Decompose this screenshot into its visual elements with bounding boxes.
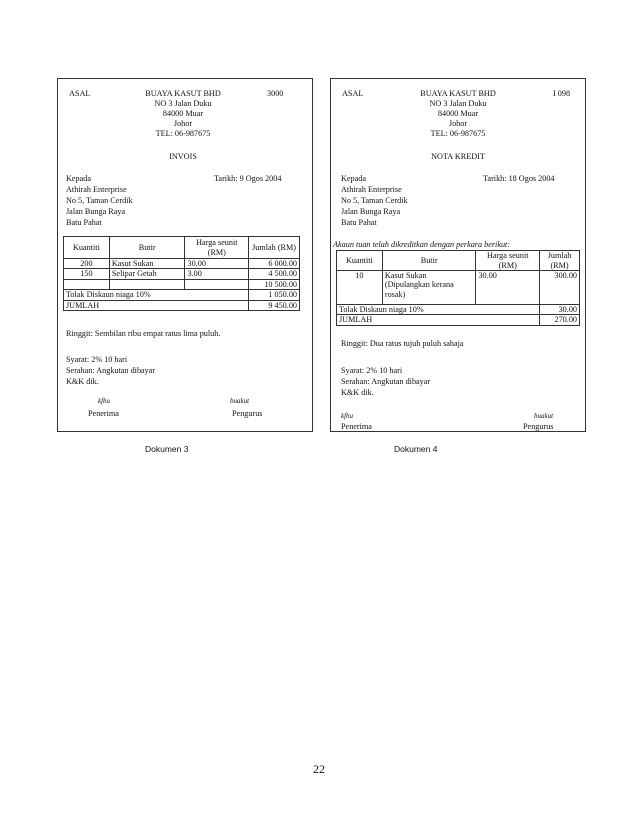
terms: Syarat: 2% 10 hari [341, 366, 403, 375]
recipient-line: Athirah Enterprise [341, 185, 402, 194]
items-table [63, 236, 300, 311]
signature-manager: buakut [230, 397, 250, 405]
credit-note-document [330, 78, 586, 432]
penerima-label: Penerima [88, 409, 119, 418]
asal-label: ASAL [342, 89, 364, 98]
column-header: Jumlah (RM) [540, 251, 580, 271]
address-line: 84000 Muar [162, 109, 204, 118]
jumlah-value: 270.00 [540, 315, 580, 325]
recipient-line: Batu Pahat [66, 218, 102, 227]
address-line: Johor [448, 119, 468, 128]
signature-manager: buakut [534, 412, 554, 420]
telephone: TEL: 06-987675 [430, 129, 486, 138]
discount-value: 30.00 [540, 305, 580, 315]
price-cell: 30.00 [476, 271, 540, 305]
jumlah-value: 9 450.00 [249, 300, 300, 310]
errors-omissions: K&K dik. [341, 388, 374, 397]
company-name: BUAYA KASUT BHD [145, 89, 221, 98]
qty-cell: 200 [64, 259, 110, 269]
credit-note-statement: Akaun tuan telah dikreditkan dengan perkara berikut: [333, 240, 511, 249]
amount-in-words: Ringgit: Sembilan ribu empat ratus lima puluh. [66, 329, 221, 338]
delivery-terms: Serahan: Angkutan dibayar [66, 366, 156, 375]
recipient-line: Batu Pahat [341, 218, 377, 227]
address-line: 84000 Muar [437, 109, 479, 118]
qty-cell: 10 [337, 271, 383, 305]
table-row [337, 271, 580, 305]
signature-receiver: kfhu [341, 412, 354, 420]
address-line: NO 3 Jalan Duku [429, 99, 487, 108]
pengurus-label: Pengurus [523, 422, 554, 431]
document-caption: Dokumen 4 [394, 444, 438, 454]
price-cell: 3.00 [185, 269, 249, 279]
recipient-line: No 5, Taman Cerdik [66, 196, 133, 205]
column-header: Butir [382, 251, 476, 271]
column-header: Harga seunit (RM) [185, 237, 249, 259]
penerima-label: Penerima [341, 422, 372, 431]
price-cell: 30.00 [185, 259, 249, 269]
telephone: TEL: 06-987675 [155, 129, 211, 138]
terms: Syarat: 2% 10 hari [66, 355, 128, 364]
discount-row [64, 290, 300, 300]
document-number: I 098 [553, 89, 571, 98]
column-header: Harga seunit (RM) [476, 251, 540, 271]
signature-receiver: kfhu [98, 397, 111, 405]
address-line: NO 3 Jalan Duku [154, 99, 212, 108]
jumlah-label: JUMLAH [337, 315, 540, 325]
subtotal-row [64, 279, 300, 289]
document-number: 3000 [267, 89, 284, 98]
kepada-label: Kepada [341, 174, 367, 183]
recipient-line: Jalan Bunga Raya [341, 207, 401, 216]
total-cell: 4 500.00 [249, 269, 300, 279]
qty-cell: 150 [64, 269, 110, 279]
item-cell: Kasut Sukan (Dipulangkan kerana rosak) [382, 271, 476, 305]
total-cell: 6 000.00 [249, 259, 300, 269]
column-header: Jumlah (RM) [249, 237, 300, 259]
date: Tarikh: 18 Ogos 2004 [483, 174, 555, 183]
discount-label: Tolak Diskaun niaga 10% [337, 305, 540, 315]
jumlah-row [337, 315, 580, 325]
pengurus-label: Pengurus [232, 409, 263, 418]
discount-value: 1 050.00 [249, 290, 300, 300]
table-row [64, 259, 300, 269]
asal-label: ASAL [69, 89, 91, 98]
invoice-document [57, 78, 313, 432]
subtotal-value: 10 500.00 [249, 279, 300, 289]
document-title: NOTA KREDIT [431, 152, 485, 161]
recipient-line: No 5, Taman Cerdik [341, 196, 408, 205]
delivery-terms: Serahan: Angkutan dibayar [341, 377, 431, 386]
jumlah-row [64, 300, 300, 310]
item-cell: Kasut Sukan [109, 259, 185, 269]
jumlah-label: JUMLAH [64, 300, 249, 310]
page-number: 22 [313, 762, 325, 776]
discount-label: Tolak Diskaun niaga 10% [64, 290, 249, 300]
recipient-line: Jalan Bunga Raya [66, 207, 126, 216]
kepada-label: Kepada [66, 174, 92, 183]
column-header: Kuantiti [337, 251, 383, 271]
recipient-line: Athirah Enterprise [66, 185, 127, 194]
column-header: Kuantiti [64, 237, 110, 259]
errors-omissions: K&K dik. [66, 377, 99, 386]
amount-in-words: Ringgit: Dua ratus tujuh puluh sahaja [341, 339, 464, 348]
address-line: Johor [173, 119, 193, 128]
table-row [64, 269, 300, 279]
items-table [336, 250, 580, 326]
document-title: INVOIS [169, 152, 197, 161]
discount-row [337, 305, 580, 315]
company-name: BUAYA KASUT BHD [420, 89, 496, 98]
total-cell: 300.00 [540, 271, 580, 305]
item-cell: Selipar Getah [109, 269, 185, 279]
column-header: Butir [109, 237, 185, 259]
document-caption: Dokumen 3 [145, 444, 189, 454]
date: Tarikh: 9 Ogos 2004 [214, 174, 282, 183]
